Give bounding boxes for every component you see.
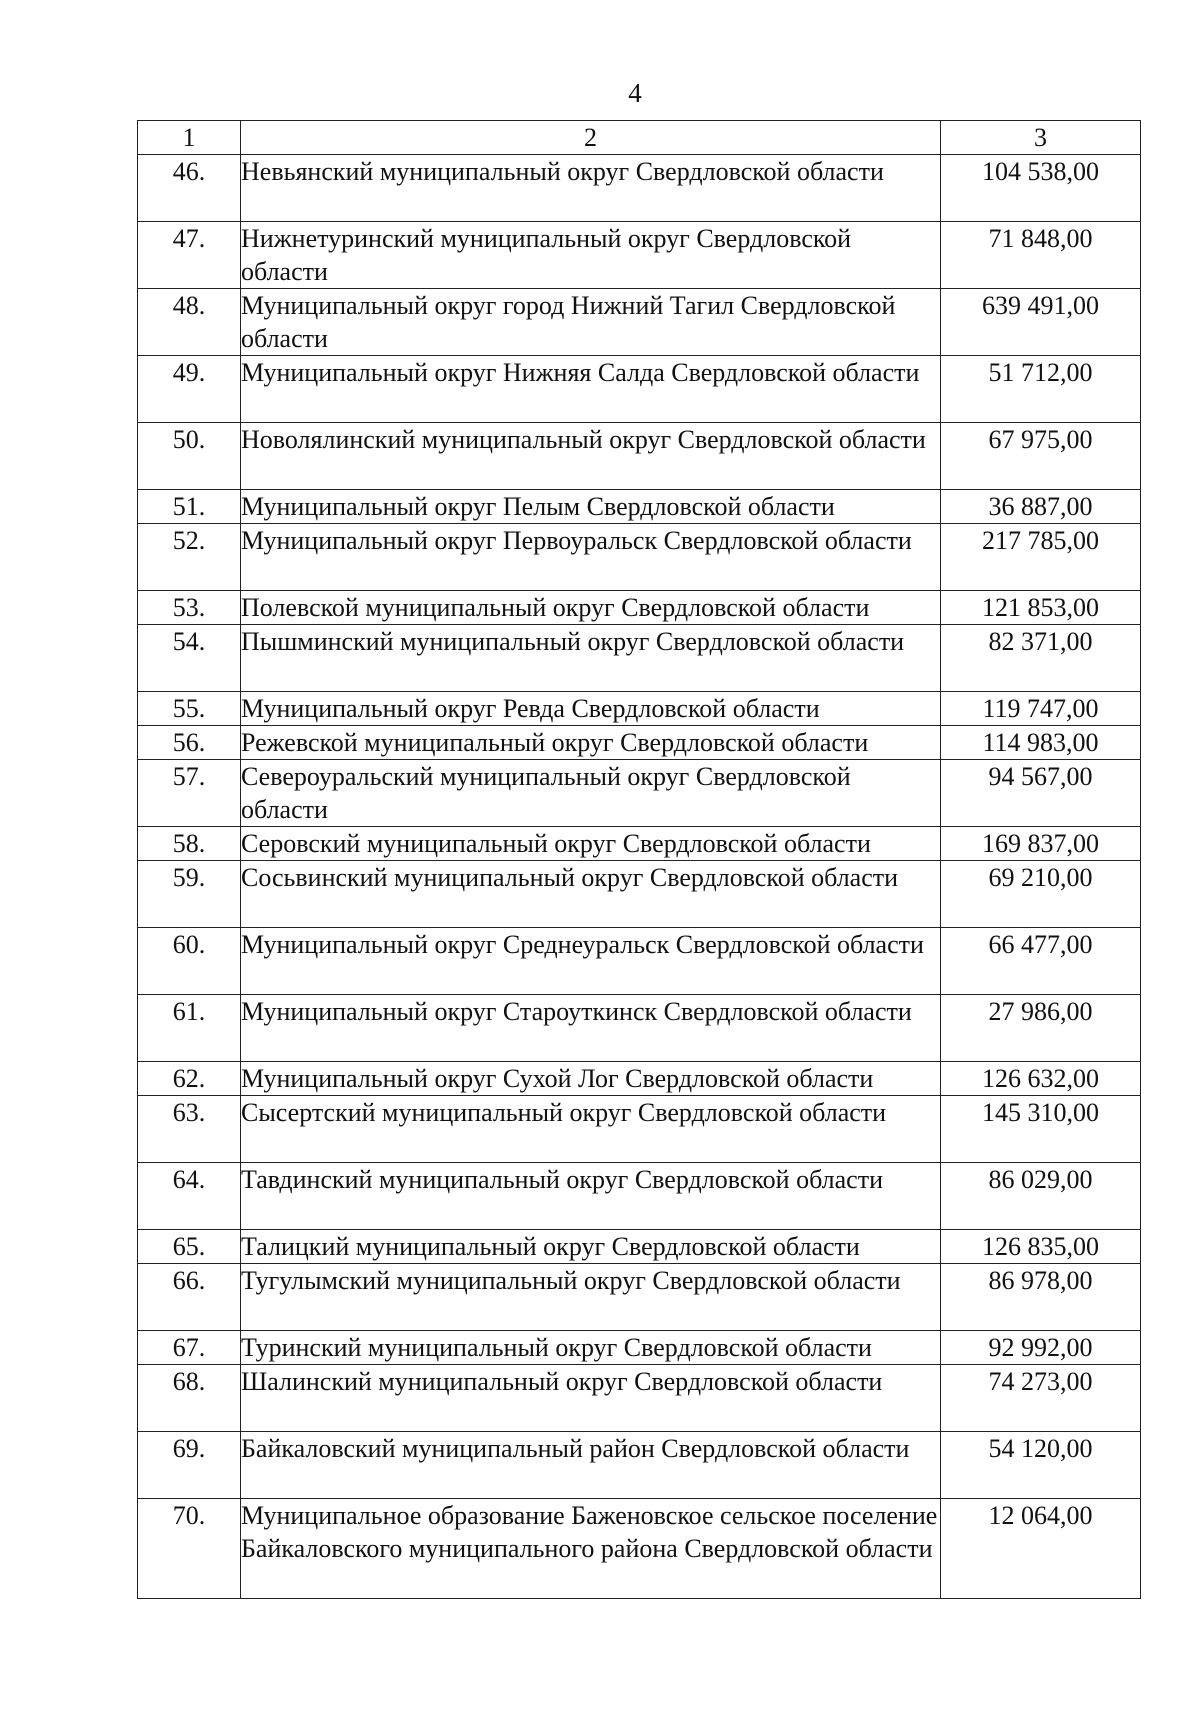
- column-header-number: 1: [138, 121, 241, 155]
- allocation-amount: 126 835,00: [941, 1230, 1141, 1264]
- table-row: [138, 591, 1141, 625]
- allocation-amount: 54 120,00: [941, 1432, 1141, 1499]
- allocation-amount: 121 853,00: [941, 591, 1141, 625]
- table-row: [138, 222, 1141, 289]
- table-row: [138, 1062, 1141, 1096]
- table-row: [138, 692, 1141, 726]
- allocation-amount: 94 567,00: [941, 760, 1141, 827]
- table-row: [138, 289, 1141, 356]
- table-row: [138, 625, 1141, 692]
- allocation-amount: 86 029,00: [941, 1163, 1141, 1230]
- row-number: 62.: [138, 1062, 241, 1096]
- table-row: [138, 356, 1141, 423]
- allocation-amount: 217 785,00: [941, 524, 1141, 591]
- table-header-row: [138, 121, 1141, 155]
- table-row: [138, 1331, 1141, 1365]
- allocation-table: [137, 120, 1141, 1599]
- page-number: 4: [628, 78, 642, 108]
- table-row: [138, 995, 1141, 1062]
- table-body: [138, 155, 1141, 1599]
- table-row: [138, 1163, 1141, 1230]
- municipality-name: Полевской муниципальный округ Свердловской области: [241, 591, 941, 625]
- allocation-amount: 82 371,00: [941, 625, 1141, 692]
- municipality-name: Муниципальное образование Баженовское сельское поселение Байкаловского муниципального района Свердловской области: [241, 1499, 941, 1599]
- allocation-amount: 126 632,00: [941, 1062, 1141, 1096]
- allocation-amount: 27 986,00: [941, 995, 1141, 1062]
- allocation-amount: 74 273,00: [941, 1365, 1141, 1432]
- municipality-name: Туринский муниципальный округ Свердловской области: [241, 1331, 941, 1365]
- allocation-amount: 67 975,00: [941, 423, 1141, 490]
- municipality-name: Тугулымский муниципальный округ Свердловской области: [241, 1264, 941, 1331]
- row-number: 48.: [138, 289, 241, 356]
- municipality-name: Муниципальный округ Ревда Свердловской области: [241, 692, 941, 726]
- municipality-name: Муниципальный округ Нижняя Салда Свердловской области: [241, 356, 941, 423]
- row-number: 65.: [138, 1230, 241, 1264]
- table-row: [138, 423, 1141, 490]
- allocation-amount: 69 210,00: [941, 861, 1141, 928]
- row-number: 55.: [138, 692, 241, 726]
- table-row: [138, 1499, 1141, 1599]
- allocation-amount: 71 848,00: [941, 222, 1141, 289]
- municipality-name: Сосьвинский муниципальный округ Свердловской области: [241, 861, 941, 928]
- allocation-amount: 51 712,00: [941, 356, 1141, 423]
- municipality-name: Байкаловский муниципальный район Свердловской области: [241, 1432, 941, 1499]
- table-row: [138, 1264, 1141, 1331]
- allocation-amount: 92 992,00: [941, 1331, 1141, 1365]
- allocation-amount: 86 978,00: [941, 1264, 1141, 1331]
- table-row: [138, 524, 1141, 591]
- table-row: [138, 827, 1141, 861]
- allocation-amount: 119 747,00: [941, 692, 1141, 726]
- table-row: [138, 155, 1141, 222]
- row-number: 66.: [138, 1264, 241, 1331]
- row-number: 67.: [138, 1331, 241, 1365]
- table-row: [138, 1365, 1141, 1432]
- municipality-name: Муниципальный округ Первоуральск Свердловской области: [241, 524, 941, 591]
- municipality-name: Шалинский муниципальный округ Свердловской области: [241, 1365, 941, 1432]
- row-number: 46.: [138, 155, 241, 222]
- row-number: 68.: [138, 1365, 241, 1432]
- row-number: 64.: [138, 1163, 241, 1230]
- allocation-amount: 145 310,00: [941, 1096, 1141, 1163]
- row-number: 51.: [138, 490, 241, 524]
- allocation-amount: 12 064,00: [941, 1499, 1141, 1599]
- row-number: 61.: [138, 995, 241, 1062]
- row-number: 56.: [138, 726, 241, 760]
- column-header-sum: 3: [941, 121, 1141, 155]
- row-number: 70.: [138, 1499, 241, 1599]
- table-row: [138, 490, 1141, 524]
- municipality-name: Муниципальный округ Пелым Свердловской области: [241, 490, 941, 524]
- allocation-amount: 66 477,00: [941, 928, 1141, 995]
- municipality-name: Сысертский муниципальный округ Свердловской области: [241, 1096, 941, 1163]
- municipality-name: Пышминский муниципальный округ Свердловской области: [241, 625, 941, 692]
- row-number: 58.: [138, 827, 241, 861]
- municipality-name: Талицкий муниципальный округ Свердловской области: [241, 1230, 941, 1264]
- municipality-name: Серовский муниципальный округ Свердловской области: [241, 827, 941, 861]
- table-row: [138, 760, 1141, 827]
- municipality-name: Муниципальный округ Староуткинск Свердловской области: [241, 995, 941, 1062]
- table-row: [138, 1230, 1141, 1264]
- municipality-name: Муниципальный округ город Нижний Тагил Свердловской области: [241, 289, 941, 356]
- row-number: 54.: [138, 625, 241, 692]
- table-row: [138, 861, 1141, 928]
- municipality-name: Североуральский муниципальный округ Свердловской области: [241, 760, 941, 827]
- allocation-amount: 169 837,00: [941, 827, 1141, 861]
- row-number: 63.: [138, 1096, 241, 1163]
- row-number: 60.: [138, 928, 241, 995]
- municipality-name: Муниципальный округ Сухой Лог Свердловской области: [241, 1062, 941, 1096]
- municipality-name: Режевской муниципальный округ Свердловской области: [241, 726, 941, 760]
- table-row: [138, 928, 1141, 995]
- column-header-name: 2: [241, 121, 941, 155]
- table-row: [138, 726, 1141, 760]
- municipality-name: Новолялинский муниципальный округ Свердловской области: [241, 423, 941, 490]
- row-number: 47.: [138, 222, 241, 289]
- table-row: [138, 1096, 1141, 1163]
- allocation-amount: 114 983,00: [941, 726, 1141, 760]
- row-number: 49.: [138, 356, 241, 423]
- municipality-name: Нижнетуринский муниципальный округ Свердловской области: [241, 222, 941, 289]
- allocation-amount: 104 538,00: [941, 155, 1141, 222]
- row-number: 50.: [138, 423, 241, 490]
- row-number: 53.: [138, 591, 241, 625]
- municipality-name: Невьянский муниципальный округ Свердловской области: [241, 155, 941, 222]
- row-number: 52.: [138, 524, 241, 591]
- allocation-amount: 36 887,00: [941, 490, 1141, 524]
- row-number: 69.: [138, 1432, 241, 1499]
- table-row: [138, 1432, 1141, 1499]
- municipality-name: Тавдинский муниципальный округ Свердловской области: [241, 1163, 941, 1230]
- municipality-name: Муниципальный округ Среднеуральск Свердловской области: [241, 928, 941, 995]
- row-number: 57.: [138, 760, 241, 827]
- allocation-amount: 639 491,00: [941, 289, 1141, 356]
- row-number: 59.: [138, 861, 241, 928]
